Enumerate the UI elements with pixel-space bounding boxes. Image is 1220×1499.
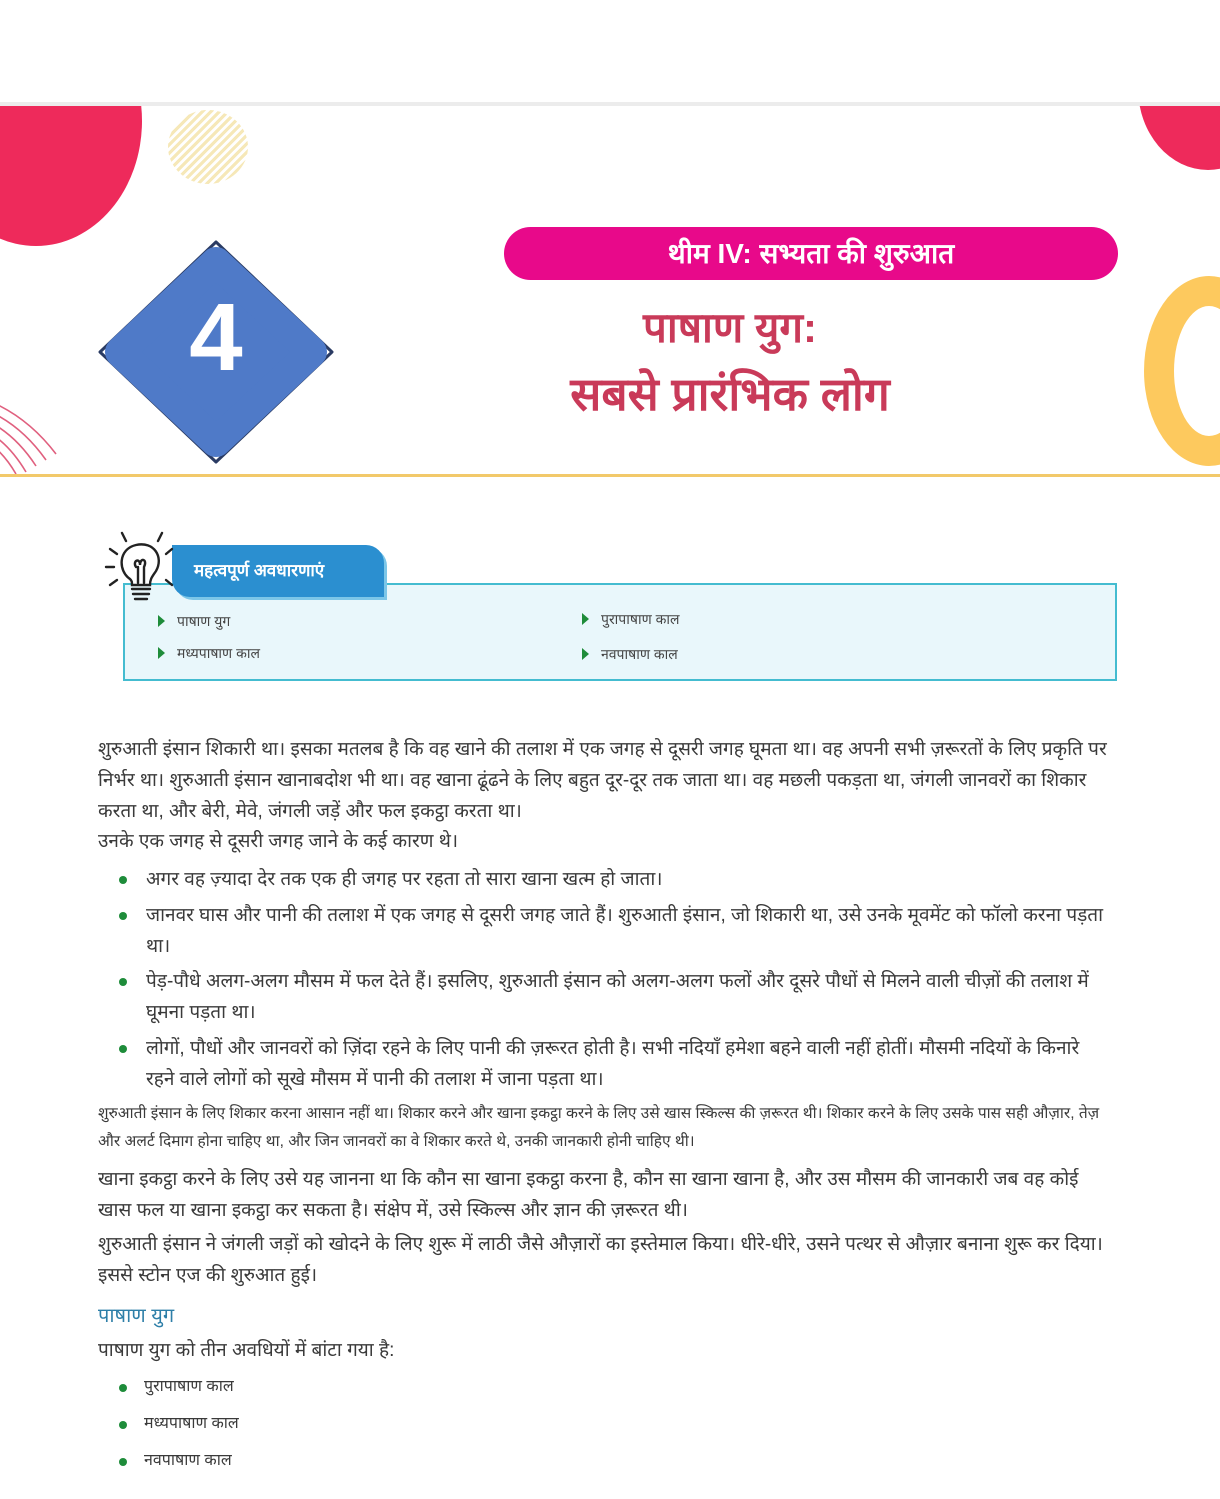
- bullet-icon: [119, 876, 127, 884]
- chapter-number: 4: [189, 284, 243, 391]
- period-list-item: [118, 1448, 518, 1474]
- list-item-text: मध्यपाषाण काल: [144, 1415, 239, 1432]
- paragraph: उनके एक जगह से दूसरी जगह जाने के कई कारण थे।: [98, 831, 459, 852]
- paragraph: शुरुआती इंसान शिकारी था। इसका मतलब है कि वह खाने की तलाश में एक जगह से दूसरी जगह घूमता था। वह अपनी सभी ज़रूरतों के लिए प्रकृति पर निर्भर था। शुरुआती इंसान खानाबदोश भी था। वह खाना ढूंढने के लिए बहुत दूर-दूर तक जाता था। वह मछली पकड़ता था, जंगली जानवरों का शिकार करता था, और बेरी, मेवे, जंगली जड़ें और फल इकट्ठा करता था।: [98, 739, 1107, 822]
- paragraph: खाना इकट्ठा करने के लिए उसे यह जानना था कि कौन सा खाना इकट्ठा करना है, कौन सा खाना खाना है, और उस मौसम की जानकारी जब वह कोई खास फल या खाना इकट्ठा कर सकता है। संक्षेप में, उसे स्किल्स और ज्ञान की ज़रूरत थी।: [98, 1169, 1079, 1221]
- decorative-circle-left: [0, 106, 142, 246]
- key-concept-item: [582, 609, 679, 629]
- decorative-arcs: [0, 384, 60, 474]
- key-concepts-box: [123, 583, 1117, 681]
- list-item: [118, 864, 1108, 895]
- chapter-title-line-2: सबसे प्रारंभिक लोग: [570, 368, 890, 420]
- list-item-text: जानवर घास और पानी की तलाश में एक जगह से दूसरी जगह जाते हैं। शुरुआती इंसान, जो शिकारी था, उसे उनके मूवमेंट को फॉलो करना पड़ता था।: [146, 905, 1104, 957]
- lightbulb-icon: [100, 527, 184, 609]
- header-rule: [0, 474, 1220, 477]
- list-item: [118, 1033, 1108, 1095]
- bullet-icon: [119, 912, 127, 920]
- arrow-icon: [158, 615, 165, 627]
- bullet-icon: [119, 1384, 127, 1392]
- key-concept-label: मध्यपाषाण काल: [177, 645, 260, 661]
- list-item-text: नवपाषाण काल: [144, 1452, 232, 1469]
- bullet-icon: [119, 1458, 127, 1466]
- paragraph: शुरुआती इंसान ने जंगली जड़ों को खोदने के लिए शुरू में लाठी जैसे औज़ारों का इस्तेमाल किया। धीरे-धीरे, उसने पत्थर से औज़ार बनाना शुरू कर दिया। इससे स्टोन एज की शुरुआत हुई।: [98, 1234, 1103, 1286]
- list-item-text: पेड़-पौधे अलग-अलग मौसम में फल देते हैं। इसलिए, शुरुआती इंसान को अलग-अलग फलों और दूसरे पौधों से मिलने वाली चीज़ों की तलाश में घूमना पड़ता था।: [146, 971, 1089, 1023]
- key-concept-item: [158, 643, 260, 663]
- decorative-circle-right: [1138, 106, 1220, 170]
- arrow-icon: [582, 613, 589, 625]
- list-item: [118, 900, 1108, 962]
- bullet-icon: [119, 1045, 127, 1053]
- key-concept-label: नवपाषाण काल: [601, 646, 678, 662]
- list-item-text: लोगों, पौधों और जानवरों को ज़िंदा रहने के लिए पानी की ज़रूरत होती है। सभी नदियाँ हमेशा बहने वाली नहीं होतीं। मौसमी नदियों के किनारे रहने वाले लोगों को सूखे मौसम में पानी की तलाश में जाना पड़ता था।: [146, 1038, 1080, 1090]
- bullet-icon: [119, 978, 127, 986]
- list-item: [118, 966, 1108, 1028]
- theme-label: थीम IV: सभ्यता की शुरुआत: [504, 227, 1118, 280]
- arrow-icon: [582, 648, 589, 660]
- decorative-ring-right: [1144, 276, 1220, 466]
- key-concept-item: [158, 611, 230, 631]
- key-concept-label: पाषाण युग: [177, 613, 231, 629]
- bullet-icon: [119, 1421, 127, 1429]
- list-item-text: अगर वह ज़्यादा देर तक एक ही जगह पर रहता तो सारा खाना खत्म हो जाता।: [146, 869, 663, 890]
- decorative-dotted-circle: [168, 110, 248, 184]
- arrow-icon: [158, 647, 165, 659]
- key-concept-item: [582, 644, 678, 664]
- key-concept-label: पुरापाषाण काल: [601, 611, 680, 627]
- key-concepts-heading: महत्वपूर्ण अवधारणाएं: [172, 545, 384, 597]
- section-heading: पाषाण युग: [98, 1305, 175, 1327]
- paragraph: शुरुआती इंसान के लिए शिकार करना आसान नहीं था। शिकार करने और खाना इकट्ठा करने के लिए उसे खास स्किल्स की ज़रूरत थी। शिकार करने के लिए उसके पास सही औज़ार, तेज़ और अलर्ट दिमाग होना चाहिए था, और जिन जानवरों का वे शिकार करते थे, उनकी जानकारी होनी चाहिए थी।: [98, 1105, 1100, 1150]
- list-item-text: पुरापाषाण काल: [144, 1378, 234, 1395]
- section-intro: पाषाण युग को तीन अवधियों में बांटा गया है:: [98, 1340, 395, 1361]
- period-list-item: [118, 1411, 518, 1437]
- chapter-title-line-1: पाषाण युग:: [643, 304, 817, 351]
- period-list-item: [118, 1374, 518, 1400]
